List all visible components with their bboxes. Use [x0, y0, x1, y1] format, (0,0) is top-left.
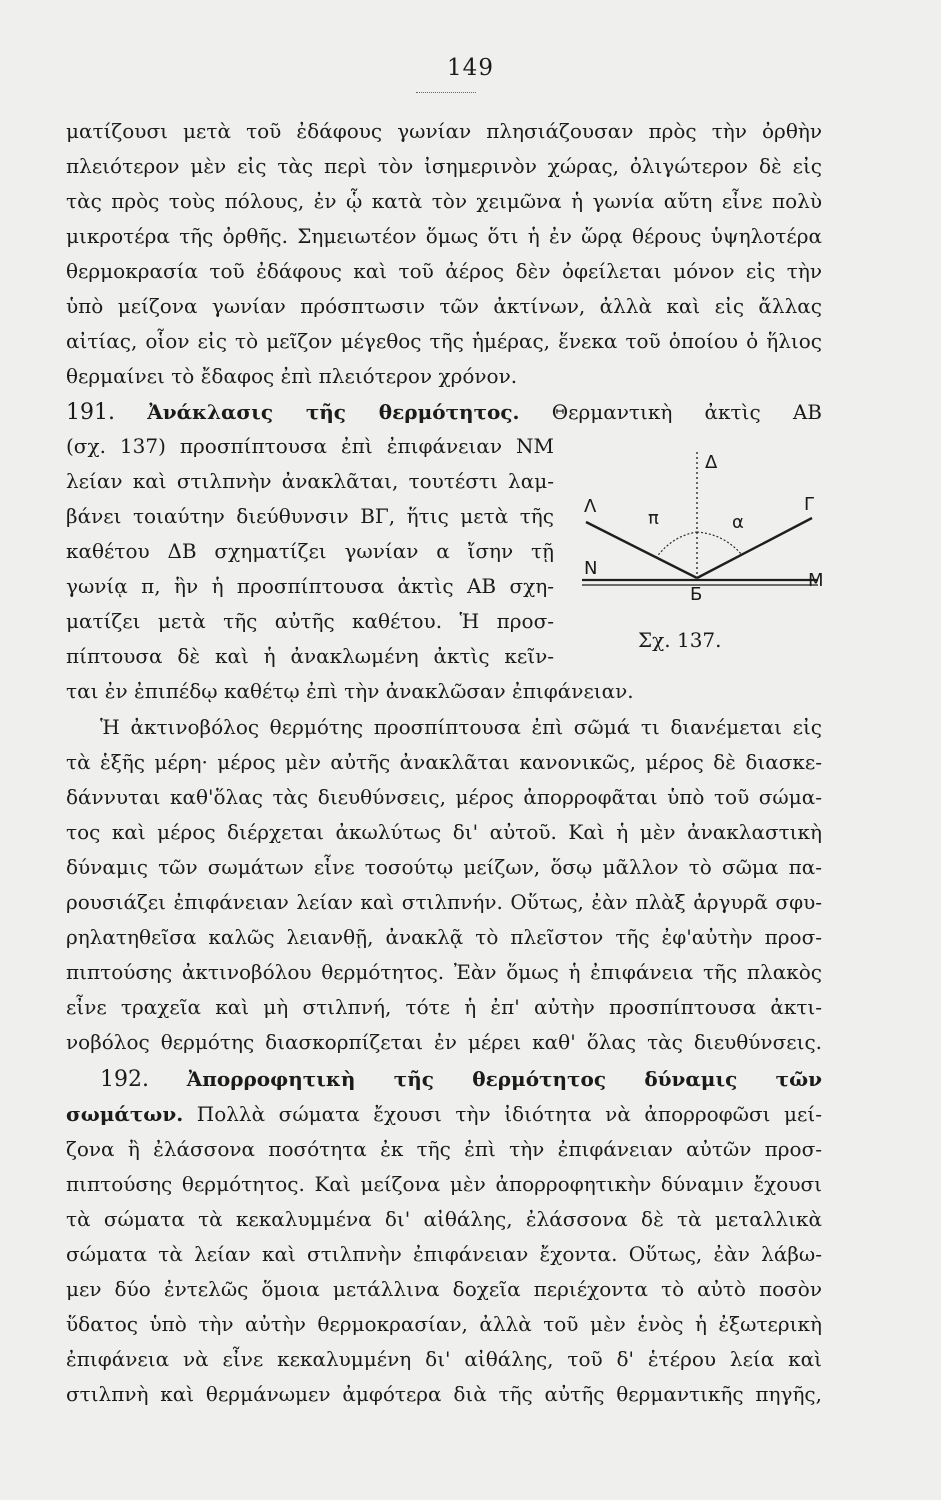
text-line: πίπτουσα δὲ καὶ ἡ ἀνακλωμένη ἀκτὶς κεῖν- [66, 644, 554, 668]
text-line: ἐπιφάνεια νὰ εἶνε κεκαλυμμένη δι' αἰθάλης, τοῦ δ' ἑτέρου λεία καὶ [66, 1347, 822, 1371]
text-line: μικροτέρα τῆς ὀρθῆς. Σημειωτέον ὅμως ὅτι ἡ ἐν ὥρᾳ θέρους ὑψηλοτέρα [66, 224, 822, 248]
label-alpha: α [732, 512, 744, 533]
text-line: ματίζουσι μετὰ τοῦ ἐδάφους γωνίαν πλησιάζουσαν πρὸς τὴν ὀρθὴν [66, 119, 822, 143]
label-B: Б [690, 584, 703, 605]
section-192-second-line [66, 1096, 822, 1132]
page-number-rule [416, 92, 476, 93]
text-line: γωνίᾳ π, ἣν ἡ προσπίπτουσα ἀκτὶς ΑΒ σχη- [66, 574, 554, 598]
label-pi: π [648, 508, 659, 529]
text-line: ζονα ἢ ἐλάσσονα ποσότητα ἐκ τῆς ἐπὶ τὴν ἐπιφάνειαν αὐτῶν προσ- [66, 1137, 822, 1161]
text-line: καθέτου ΔΒ σχηματίζει γωνίαν α ἴσην τῇ [66, 539, 554, 563]
text-line: δάννυται καθ'ὅλας τὰς διευθύνσεις, μέρος ἀπορροφᾶται ὑπὸ τοῦ σώμα- [66, 785, 822, 809]
text-line: σώματα τὰ λείαν καὶ στιλπνὴν ἐπιφάνειαν ἔχοντα. Οὕτως, ἐὰν λάβω- [66, 1242, 822, 1266]
label-A: Λ [584, 496, 597, 517]
text-line: τος καὶ μέρος διέρχεται ἀκωλύτως δι' αὐτοῦ. Καὶ ἡ μὲν ἀνακλαστικὴ [66, 820, 822, 844]
text-line: ὕδατος ὑπὸ τὴν αὐτὴν θερμοκρασίαν, ἀλλὰ τοῦ μὲν ἑνὸς ἡ ἐξωτερικὴ [66, 1312, 822, 1336]
text-line: αἰτίας, οἷον εἰς τὸ μεῖζον μέγεθος τῆς ἡμέρας, ἕνεκα τοῦ ὁποίου ὁ ἥλιος [66, 329, 822, 353]
text-line: στιλπνὴ καὶ θερμάνωμεν ἀμφότερα διὰ τῆς αὐτῆς θερμαντικῆς πηγῆς, [66, 1382, 822, 1406]
text-line: ται ἐν ἐπιπέδῳ καθέτῳ ἐπὶ τὴν ἀνακλῶσαν ἐπιφάνειαν. [66, 679, 634, 703]
section-heading-continued: σωμάτων. [66, 1102, 184, 1126]
text-line: ματίζει μετὰ τῆς αὐτῆς καθέτου. Ἡ προσ- [66, 609, 554, 633]
text-span: Πολλὰ σώματα ἔχουσι τὴν ἰδιότητα νὰ ἀπορροφῶσι μεί- [196, 1102, 823, 1126]
reflection-figure [572, 440, 832, 670]
incident-ray [586, 522, 697, 578]
text-line: λείαν καὶ στιλπνὴν ἀνακλᾶται, τουτέστι λαμ- [66, 469, 554, 493]
text-line: τὰ σώματα τὰ κεκαλυμμένα δι' αἰθάλης, ἐλάσσονα δὲ τὰ μεταλλικὰ [66, 1207, 822, 1231]
text-line: πιπτούσης ἀκτινοβόλου θερμότητος. Ἐὰν ὅμως ἡ ἐπιφάνεια τῆς πλακὸς [66, 960, 822, 984]
section-number: 192. [100, 1067, 149, 1092]
section-191-heading-line [66, 394, 822, 430]
text-line: νοβόλος θερμότης διασκορπίζεται ἐν μέρει καθ' ὅλας τὰς διευθύνσεις. [66, 1030, 822, 1054]
section-heading: Ἀπορροφητικὴ τῆς θερμότητος δύναμις τῶν [186, 1067, 823, 1091]
text-line: Ἡ ἀκτινοβόλος θερμότης προσπίπτουσα ἐπὶ σῶμά τι διανέμεται εἰς [100, 715, 822, 739]
text-line: τὰς πρὸς τοὺς πόλους, ἐν ᾧ κατὰ τὸν χειμῶνα ἡ γωνία αὕτη εἶνε πολὺ [66, 189, 822, 213]
section-number: 191. [66, 400, 115, 425]
text-line: πιπτούσης θερμότητος. Καὶ μείζονα μὲν ἀπορροφητικὴν δύναμιν ἔχουσι [66, 1172, 822, 1196]
label-G: Γ [804, 494, 815, 515]
text-line: πλειότερον μὲν εἰς τὰς περὶ τὸν ἰσημερινὸν χώρας, ὀλιγώτερον δὲ εἰς [66, 154, 822, 178]
text-line: βάνει τοιαύτην διεύθυνσιν ΒΓ, ἥτις μετὰ τῆς [66, 504, 554, 528]
label-M: M [808, 570, 824, 591]
text-line: ρηλατηθεῖσα καλῶς λειανθῇ, ἀνακλᾷ τὸ πλεῖστον τῆς ἐφ'αὐτὴν προσ- [66, 925, 822, 949]
page-number: 149 [447, 55, 494, 81]
reflected-ray [697, 518, 812, 578]
text-line: ὑπὸ μείζονα γωνίαν πρόσπτωσιν τῶν ἀκτίνων, ἀλλὰ καὶ εἰς ἄλλας [66, 294, 822, 318]
text-line: τὰ ἑξῆς μέρη· μέρος μὲν αὐτῆς ἀνακλᾶται κανονικῶς, μέρος δὲ διασκε- [66, 750, 822, 774]
figure-caption: Σχ. 137. [638, 628, 722, 652]
text-line: εἶνε τραχεῖα καὶ μὴ στιλπνή, τότε ἡ ἐπ' αὐτὴν προσπίπτουσα ἀκτι- [66, 995, 822, 1019]
text-line: ρουσιάζει ἐπιφάνειαν λείαν καὶ στιλπνήν. Οὕτως, ἐὰν πλὰξ ἀργυρᾶ σφυ- [66, 890, 822, 914]
text-line: δύναμις τῶν σωμάτων εἶνε τοσούτῳ μείζων, ὅσῳ μᾶλλον τὸ σῶμα πα- [66, 855, 822, 879]
text-line: (σχ. 137) προσπίπτουσα ἐπὶ ἐπιφάνειαν ΝΜ [66, 434, 554, 458]
angle-alpha-arc [697, 532, 742, 555]
text-line: μεν δύο ἐντελῶς ὅμοια μετάλλινα δοχεῖα περιέχοντα τὸ αὐτὸ ποσὸν [66, 1277, 822, 1301]
angle-pi-arc [656, 532, 697, 558]
text-line: θερμοκρασία τοῦ ἐδάφους καὶ τοῦ ἀέρος δὲν ὀφείλεται μόνον εἰς τὴν [66, 259, 822, 283]
label-D: Δ [705, 452, 718, 473]
text-span: Θερμαντικὴ ἀκτὶς ΑΒ [551, 400, 822, 424]
text-line: θερμαίνει τὸ ἔδαφος ἐπὶ πλειότερον χρόνον. [66, 364, 518, 388]
section-heading: Ἀνάκλασις τῆς θερμότητος. [147, 400, 520, 424]
label-N: N [584, 558, 598, 579]
section-192-heading-line [100, 1061, 822, 1097]
